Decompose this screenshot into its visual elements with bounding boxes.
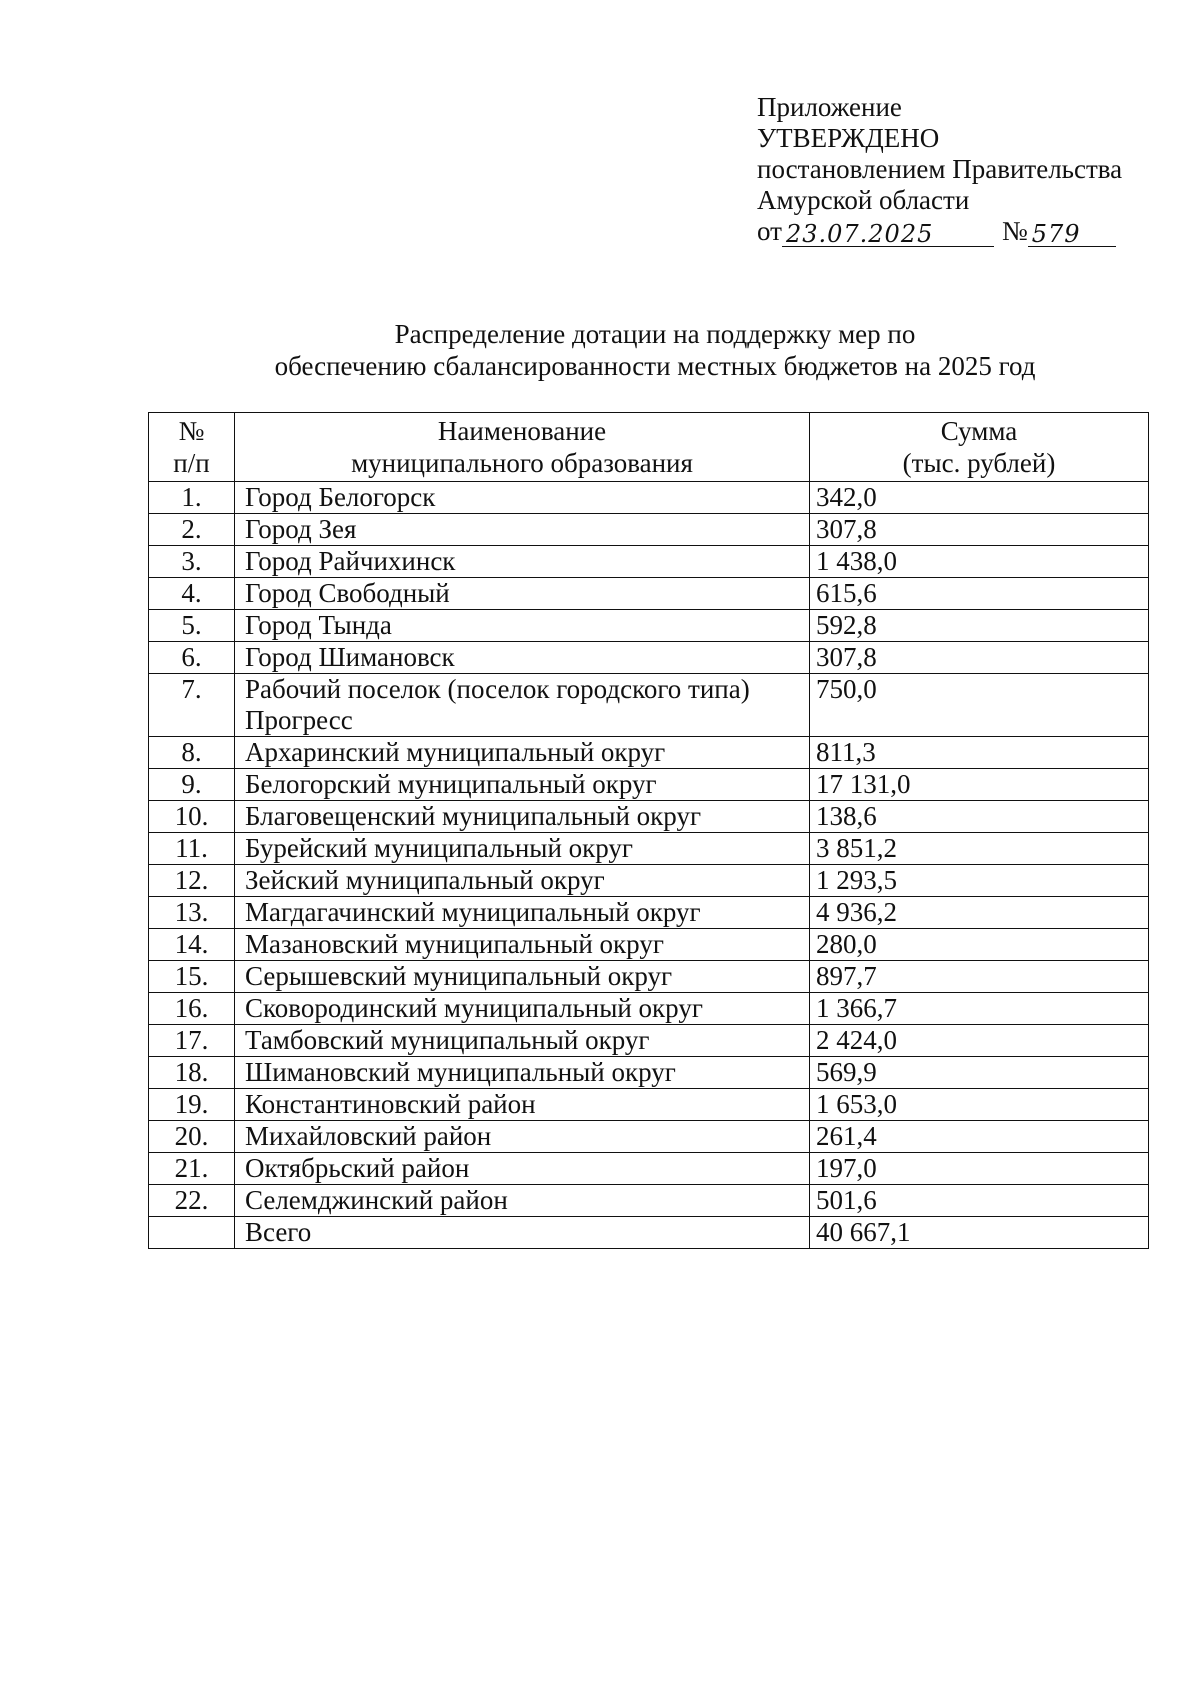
document-title-line-2: обеспечению сбалансированности местных бюджетов на 2025 год bbox=[274, 351, 1036, 381]
row-sum: 261,4 bbox=[810, 1121, 1149, 1153]
row-number: 22. bbox=[149, 1185, 235, 1217]
row-sum: 2 424,0 bbox=[810, 1025, 1149, 1057]
row-number: 12. bbox=[149, 865, 235, 897]
row-number: 21. bbox=[149, 1153, 235, 1185]
row-sum: 1 366,7 bbox=[810, 993, 1149, 1025]
distribution-table bbox=[148, 412, 1149, 1249]
table-row bbox=[149, 578, 1149, 610]
header-name-line-2: муниципального образования bbox=[351, 448, 693, 478]
row-number: 9. bbox=[149, 769, 235, 801]
distribution-table-wrapper bbox=[148, 412, 1148, 1249]
approval-approved-label: УТВЕРЖДЕНО bbox=[757, 123, 940, 153]
table-row bbox=[149, 1025, 1149, 1057]
row-number: 14. bbox=[149, 929, 235, 961]
total-sum: 40 667,1 bbox=[810, 1217, 1149, 1249]
row-sum: 4 936,2 bbox=[810, 897, 1149, 929]
row-sum: 811,3 bbox=[810, 737, 1149, 769]
row-sum: 750,0 bbox=[810, 674, 1149, 737]
row-sum: 280,0 bbox=[810, 929, 1149, 961]
table-row bbox=[149, 674, 1149, 737]
row-name: Серышевский муниципальный округ bbox=[235, 961, 810, 993]
row-name: Константиновский район bbox=[235, 1089, 810, 1121]
row-number: 5. bbox=[149, 610, 235, 642]
row-name: Тамбовский муниципальный округ bbox=[235, 1025, 810, 1057]
document-title-line-1: Распределение дотации на поддержку мер по bbox=[394, 319, 916, 349]
table-row bbox=[149, 801, 1149, 833]
row-sum: 1 653,0 bbox=[810, 1089, 1149, 1121]
row-sum: 342,0 bbox=[810, 482, 1149, 514]
row-number: 18. bbox=[149, 1057, 235, 1089]
row-number: 10. bbox=[149, 801, 235, 833]
header-name-line-1: Наименование bbox=[437, 416, 607, 446]
row-name: Селемджинский район bbox=[235, 1185, 810, 1217]
approval-resolution-label: постановлением Правительства bbox=[757, 154, 1123, 184]
row-name: Бурейский муниципальный округ bbox=[235, 833, 810, 865]
row-sum: 1 293,5 bbox=[810, 865, 1149, 897]
row-number: 19. bbox=[149, 1089, 235, 1121]
row-name: Город Белогорск bbox=[235, 482, 810, 514]
table-row bbox=[149, 1153, 1149, 1185]
approval-date-handwritten: 23.07.2025 bbox=[782, 222, 994, 247]
table-row bbox=[149, 897, 1149, 929]
header-number bbox=[149, 413, 235, 482]
table-row bbox=[149, 929, 1149, 961]
row-number: 20. bbox=[149, 1121, 235, 1153]
table-row bbox=[149, 514, 1149, 546]
table-row bbox=[149, 865, 1149, 897]
row-number: 4. bbox=[149, 578, 235, 610]
row-number: 8. bbox=[149, 737, 235, 769]
row-name: Шимановский муниципальный округ bbox=[235, 1057, 810, 1089]
row-number: 11. bbox=[149, 833, 235, 865]
table-row bbox=[149, 961, 1149, 993]
row-name: Город Тында bbox=[235, 610, 810, 642]
approval-region-label: Амурской области bbox=[757, 185, 970, 215]
document-title bbox=[0, 318, 1200, 382]
row-sum: 138,6 bbox=[810, 801, 1149, 833]
approval-appendix-label: Приложение bbox=[757, 92, 902, 122]
row-sum: 197,0 bbox=[810, 1153, 1149, 1185]
header-sum-line-1: Сумма bbox=[940, 416, 1018, 446]
row-name: Белогорский муниципальный округ bbox=[235, 769, 810, 801]
row-name: Михайловский район bbox=[235, 1121, 810, 1153]
row-name: Город Зея bbox=[235, 514, 810, 546]
row-sum: 307,8 bbox=[810, 642, 1149, 674]
header-number-line-2: п/п bbox=[173, 448, 210, 478]
row-sum: 307,8 bbox=[810, 514, 1149, 546]
approval-block bbox=[757, 92, 1122, 247]
row-sum: 1 438,0 bbox=[810, 546, 1149, 578]
row-number: 16. bbox=[149, 993, 235, 1025]
approval-number-prefix: № bbox=[1001, 216, 1028, 246]
row-name: Благовещенский муниципальный округ bbox=[235, 801, 810, 833]
table-row bbox=[149, 482, 1149, 514]
table-row bbox=[149, 1057, 1149, 1089]
row-name: Сковородинский муниципальный округ bbox=[235, 993, 810, 1025]
row-sum: 569,9 bbox=[810, 1057, 1149, 1089]
table-row bbox=[149, 610, 1149, 642]
row-name: Город Райчихинск bbox=[235, 546, 810, 578]
row-name: Рабочий поселок (поселок городского типа) Прогресс bbox=[235, 674, 810, 737]
row-name: Октябрьский район bbox=[235, 1153, 810, 1185]
total-label: Всего bbox=[235, 1217, 810, 1249]
row-name: Архаринский муниципальный округ bbox=[235, 737, 810, 769]
table-row bbox=[149, 993, 1149, 1025]
row-number: 17. bbox=[149, 1025, 235, 1057]
row-name: Город Шимановск bbox=[235, 642, 810, 674]
row-name: Мазановский муниципальный округ bbox=[235, 929, 810, 961]
row-sum: 897,7 bbox=[810, 961, 1149, 993]
row-number: 15. bbox=[149, 961, 235, 993]
row-sum: 592,8 bbox=[810, 610, 1149, 642]
header-name bbox=[235, 413, 810, 482]
total-number bbox=[149, 1217, 235, 1249]
table-row bbox=[149, 1185, 1149, 1217]
table-row bbox=[149, 769, 1149, 801]
row-number: 6. bbox=[149, 642, 235, 674]
approval-date-prefix: от bbox=[757, 216, 782, 246]
header-sum-line-2: (тыс. рублей) bbox=[902, 448, 1056, 478]
row-name: Зейский муниципальный округ bbox=[235, 865, 810, 897]
row-number: 2. bbox=[149, 514, 235, 546]
table-row bbox=[149, 833, 1149, 865]
table-row bbox=[149, 546, 1149, 578]
approval-date-number-row bbox=[757, 216, 1122, 247]
table-row bbox=[149, 642, 1149, 674]
row-sum: 17 131,0 bbox=[810, 769, 1149, 801]
row-number: 13. bbox=[149, 897, 235, 929]
row-name: Город Свободный bbox=[235, 578, 810, 610]
table-header-row bbox=[149, 413, 1149, 482]
row-number: 3. bbox=[149, 546, 235, 578]
header-sum bbox=[810, 413, 1149, 482]
approval-number-handwritten: 579 bbox=[1028, 222, 1116, 247]
row-sum: 501,6 bbox=[810, 1185, 1149, 1217]
row-sum: 615,6 bbox=[810, 578, 1149, 610]
row-sum: 3 851,2 bbox=[810, 833, 1149, 865]
table-row bbox=[149, 1089, 1149, 1121]
table-row bbox=[149, 1121, 1149, 1153]
table-row bbox=[149, 737, 1149, 769]
row-number: 7. bbox=[149, 674, 235, 737]
row-name: Магдагачинский муниципальный округ bbox=[235, 897, 810, 929]
table-total-row bbox=[149, 1217, 1149, 1249]
row-number: 1. bbox=[149, 482, 235, 514]
header-number-line-1: № bbox=[178, 416, 205, 446]
